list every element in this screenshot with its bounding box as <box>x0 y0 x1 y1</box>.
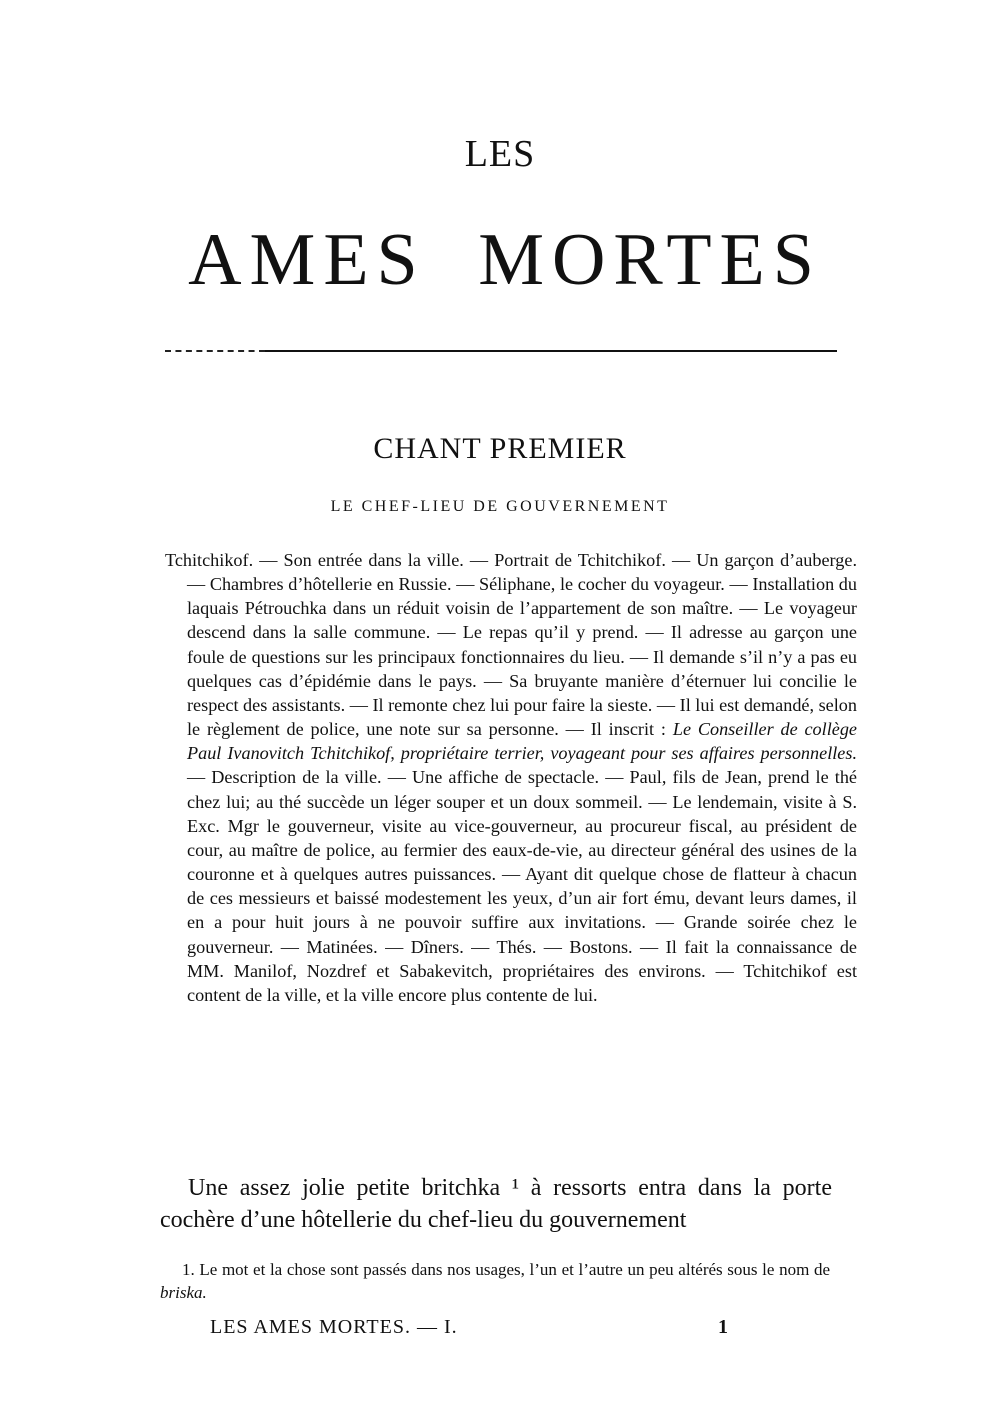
title-les: LES <box>464 133 536 175</box>
title-divider-dashed <box>165 350 265 352</box>
chapter-subtitle: LE CHEF-LIEU DE GOUVERNEMENT <box>330 498 670 515</box>
chapter-summary <box>165 548 857 1007</box>
footnote-italic: briska. <box>160 1283 207 1302</box>
summary-part-1: Tchitchikof. — Son entrée dans la ville. — Portrait de Tchitchikof. — Un garçon d’auberge. — Chambres d’hôtellerie en Russie. — Séliphane, le cocher du voyageur. — Installation du laquais Pétrouchka dans un réduit voisin de l’appartement de son maître. — Le voyageur descend dans la salle commune. — Le repas qu’il y prend. — Il adresse au garçon une foule de questions sur les principaux fonctionnaires du lieu. — Il demande s’il n’y a pas eu quelques cas d’épidémie dans le pays. — Sa bruyante manière d’éternuer lui concilie le respect des assistants. — Il remonte chez lui pour faire la sieste. — Il lui est demandé, selon le règlement de police, une note sur sa personne. — Il inscrit : <box>165 550 857 740</box>
summary-italic: Le Conseiller de collège Paul Ivanovitch Tchitchikof, propriétaire terrier, voyageant pour ses affaires personnelles. <box>187 719 857 764</box>
body-paragraph: Une assez jolie petite britchka ¹ à ressorts entra dans la porte cochère d’une hôtellerie du chef-lieu du gouvernement <box>160 1175 832 1233</box>
book-title: AMES MORTES <box>188 219 822 301</box>
signature-mark: LES AMES MORTES. — I. <box>210 1316 458 1338</box>
footnote <box>160 1258 830 1304</box>
chapter-heading: CHANT PREMIER <box>373 432 627 465</box>
summary-part-2: — Description de la ville. — Une affiche de spectacle. — Paul, fils de Jean, prend le thé chez lui; au thé succède un léger souper et un doux sommeil. — Le lendemain, visite à S. Exc. Mgr le gouverneur, visite au vice-gouverneur, au procureur fiscal, au président de cour, au maître de police, au fermier des eaux-de-vie, au directeur général des usines de la couronne et à quelques autres puissances. — Ayant dit quelque chose de flatteur à chacun de ces messieurs et baissé modestement les yeux, d’un air fort ému, devant leurs dames, il en a pour huit jours à ne pouvoir suffire aux invitations. — Grande soirée chez le gouverneur. — Matinées. — Dîners. — Thés. — Bostons. — Il fait la connaissance de MM. Manilof, Nozdref et Sabakevitch, propriétaires des environs. — Tchitchikof est content de la ville, et la ville encore plus contente de lui. <box>187 767 857 1005</box>
page-number: 1 <box>718 1316 728 1338</box>
title-divider <box>265 350 837 352</box>
footnote-text: 1. Le mot et la chose sont passés dans nos usages, l’un et l’autre un peu altérés sous le nom de <box>182 1260 830 1279</box>
